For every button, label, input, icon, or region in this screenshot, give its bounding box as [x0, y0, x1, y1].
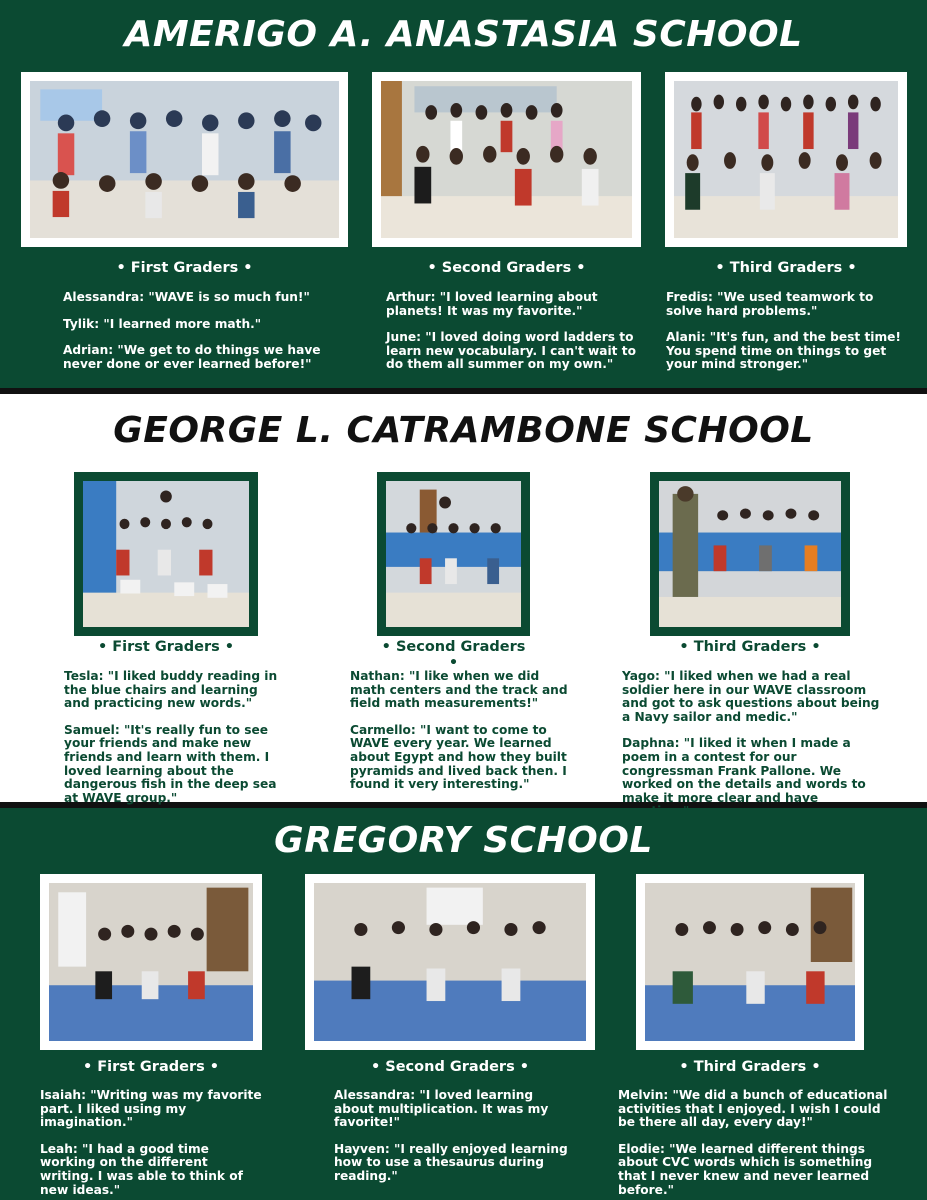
- grade-label: • Second Graders •: [381, 639, 526, 671]
- class-photo: [74, 472, 258, 636]
- quote-list: [666, 291, 911, 385]
- student-quote: Fredis: "We used teamwork to solve hard problems.": [666, 290, 874, 318]
- grade-label: • Third Graders •: [679, 639, 821, 655]
- student-quote: June: "I loved doing word ladders to learn new vocabulary. I can't wait to do them all summer on my own.": [386, 330, 636, 372]
- quote-list: [618, 1089, 888, 1200]
- student-quote: Nathan: "I like when we did math centers and the track and field math measurements!": [350, 669, 568, 711]
- class-photo: [636, 874, 864, 1050]
- class-photo: [377, 472, 530, 636]
- class-photo: [650, 472, 850, 636]
- student-quote: Elodie: "We learned different things about CVC words which is something that I never knew and never learned before.": [618, 1141, 873, 1197]
- student-quote: Alani: "It's fun, and the best time! You spend time on things to get your mind stronger.": [666, 330, 901, 372]
- class-photo: [372, 72, 641, 247]
- grade-label: • Third Graders •: [679, 1059, 821, 1075]
- student-quote: Alessandra: "I loved learning about multiplication. It was my favorite!": [334, 1088, 549, 1130]
- grade-label: • Second Graders •: [370, 1059, 530, 1075]
- student-quote: Daphna: "I liked it when I made a poem in a contest for our congressman Frank Pallone. We worked on the details and words to make it more clear and have: [622, 736, 866, 805]
- catrambone-school-section: [0, 388, 927, 808]
- school-title: GEORGE L. CATRAMBONE SCHOOL: [113, 410, 814, 451]
- grade-label: • Third Graders •: [715, 260, 857, 276]
- student-quote: Isaiah: "Writing was my favorite part. I liked using my imagination.": [40, 1088, 262, 1130]
- student-quote: Samuel: "It's really fun to see your friends and make new friends and learn with them. I loved learning about the dangerous fish in the deep sea at WAVE group.": [64, 722, 277, 805]
- class-photo: [21, 72, 348, 247]
- student-quote: Yago: "I liked when we had a real soldier here in our WAVE classroom and got to ask questions about being a Navy sailor and medic.": [622, 669, 880, 724]
- student-quote: Tylik: "I learned more math.": [63, 316, 262, 331]
- student-quote: Carmello: "I want to come to WAVE every year. We learned about Egypt and how they built pyramids and lived back then. I found it very interesting.": [350, 722, 567, 792]
- student-quote: Leah: "I had a good time working on the different writing. I was able to think of new ideas.": [40, 1141, 243, 1197]
- quote-list: [63, 291, 323, 384]
- student-quote: Adrian: "We get to do things we have never done or ever learned before!": [63, 343, 321, 371]
- student-quote: Tesla: "I liked buddy reading in the blue chairs and learning and practicing new words.": [64, 669, 278, 711]
- grade-label: • Second Graders •: [427, 260, 586, 276]
- school-title: AMERIGO A. ANASTASIA SCHOOL: [124, 14, 803, 55]
- grade-label: • First Graders •: [97, 639, 235, 655]
- quote-list: [64, 670, 284, 818]
- anastasia-school-section: [0, 0, 927, 388]
- student-quote: Alessandra: "WAVE is so much fun!": [63, 290, 310, 304]
- quote-list: [386, 291, 636, 385]
- grade-label: • First Graders •: [116, 260, 253, 276]
- quote-list: [334, 1089, 569, 1197]
- school-title: GREGORY SCHOOL: [274, 820, 653, 861]
- quote-list: [40, 1089, 265, 1200]
- quote-list: [350, 670, 575, 805]
- grade-label: • First Graders •: [82, 1059, 220, 1075]
- class-photo: [305, 874, 595, 1050]
- student-quote: Arthur: "I loved learning about planets! It was my favorite.": [386, 290, 598, 318]
- student-quote: Hayven: "I really enjoyed learning how to use a thesaurus during reading.": [334, 1141, 568, 1183]
- student-quote: Melvin: "We did a bunch of educational activities that I enjoyed. I wish I could be there all day, every day!": [618, 1088, 888, 1130]
- gregory-school-section: [0, 808, 927, 1200]
- class-photo: [40, 874, 262, 1050]
- class-photo: [665, 72, 907, 247]
